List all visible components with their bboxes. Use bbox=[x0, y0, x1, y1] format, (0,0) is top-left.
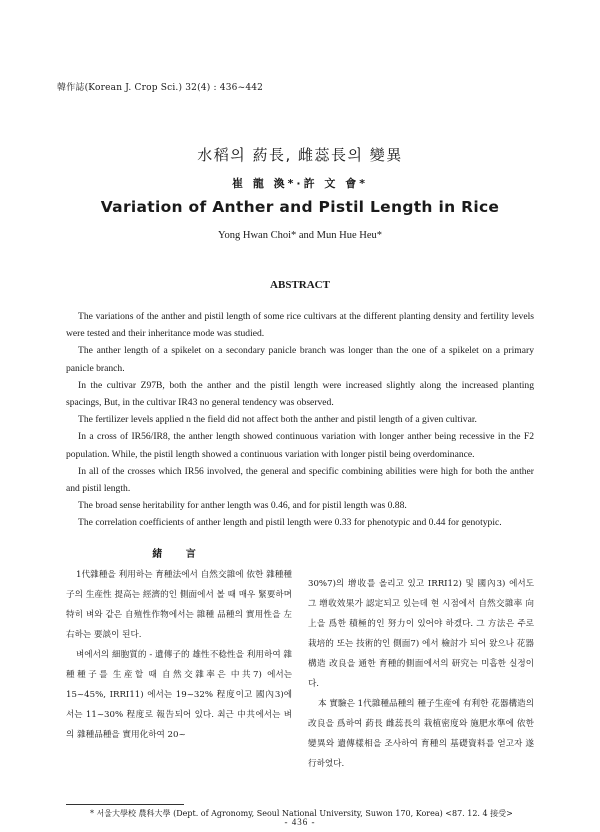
authors-korean: 崔 龍 渙*·許 文 會* bbox=[231, 177, 368, 190]
title-english: Variation of Anther and Pistil Length in Rice bbox=[100, 198, 500, 216]
intro-paragraph: 30%7)의 增收를 올리고 있고 IRRI12) 및 國內3) 에서도 그 增收效果가 認定되고 있는데 현 시점에서 自然交雜率 向上을 爲한 積極的인 努力이 있어야 하겠다. 그 方法은 주로 栽培的 또는 技術的인 側面7) 에서 檢討가 되어 왔으나 花器構造 改良을 通한 育種的側面에서의 研究는 미흡한 실정이다. bbox=[308, 579, 534, 689]
abstract-paragraph: The broad sense heritability for anther length was 0.46, and for pistil length was 0.88. bbox=[78, 500, 407, 512]
authors-english: Yong Hwan Choi* and Mun Hue Heu* bbox=[217, 230, 382, 241]
right-column bbox=[308, 574, 534, 774]
intro-paragraph: 벼에서의 細胞質的 - 遺傳子的 雄性不稔性을 利用하여 雜種種子를 生産할 때 自然交雜率은 中共7) 에서는 15~45%, IRRI11) 에서는 19~32% 程度이고 國內3)에서는 11~30% 程度로 報告되어 있다. 최근 中共에서는 벼의 雜種品種을 實用化하여 20~ bbox=[66, 650, 292, 740]
footnote-rule bbox=[66, 804, 184, 805]
abstract-heading: ABSTRACT bbox=[270, 279, 330, 291]
abstract-body bbox=[66, 308, 534, 532]
abstract-paragraph: The variations of the anther and pistil length of some rice cultivars at the different planting density and fertility levels were tested and their inheritance mode was studied. bbox=[66, 311, 534, 340]
title-korean: 水稻의 葯長, 雌蕊長의 變異 bbox=[197, 146, 403, 164]
intro-paragraph: 1代雜種을 利用하는 育種法에서 自然交雜에 依한 雜種種子의 生産性 提高는 經濟的인 側面에서 볼 때 매우 緊要하며 特히 벼와 같은 自殖性作物에서는 雜種 品種의 實用性을 左右하는 要談이 된다. bbox=[66, 570, 292, 640]
intro-paragraph: 本 實驗은 1代雜種品種의 種子生産에 有利한 花器構造의 改良을 爲하여 葯長 雌蕊長의 栽植密度와 施肥水準에 依한 變異와 遺傳樣相을 조사하여 育種의 基礎資料를 얻고자 遂行하였다. bbox=[308, 699, 534, 769]
footnote: * 서울大學校 農科大學 (Dept. of Agronomy, Seoul National University, Suwon 170, Korea) <87. 12. 4 接受> bbox=[90, 809, 513, 818]
page-number: - 436 - bbox=[284, 817, 316, 827]
journal-header: 韓作誌(Korean J. Crop Sci.) 32(4) : 436~442 bbox=[57, 83, 264, 93]
abstract-paragraph: The fertilizer levels applied n the field did not affect both the anther and pistil length of a given cultivar. bbox=[78, 414, 477, 426]
abstract-paragraph: The anther length of a spikelet on a secondary panicle branch was longer than the one of a spikelet on a primary panicle branch. bbox=[66, 345, 534, 374]
section-heading-introduction: 緒 言 bbox=[152, 549, 206, 560]
abstract-paragraph: In all of the crosses which IR56 involved, the general and specific combining abilities were high for both the anther and pistil length. bbox=[66, 465, 534, 495]
abstract-paragraph: The correlation coefficients of anther length and pistil length were 0.33 for phenotypic and 0.44 for genotypic. bbox=[78, 517, 502, 529]
abstract-paragraph: In a cross of IR56/IR8, the anther length showed continuous variation with longer anther being recessive in the F2 population. While, the pistil length showed a continuous variation with longer pistil being overdominance. bbox=[66, 431, 534, 460]
abstract-paragraph: In the cultivar Z97B, both the anther and the pistil length were increased slightly along the increased planting spacings, But, in the cultivar IR43 no general tendency was observed. bbox=[66, 379, 534, 409]
left-column bbox=[66, 565, 292, 745]
